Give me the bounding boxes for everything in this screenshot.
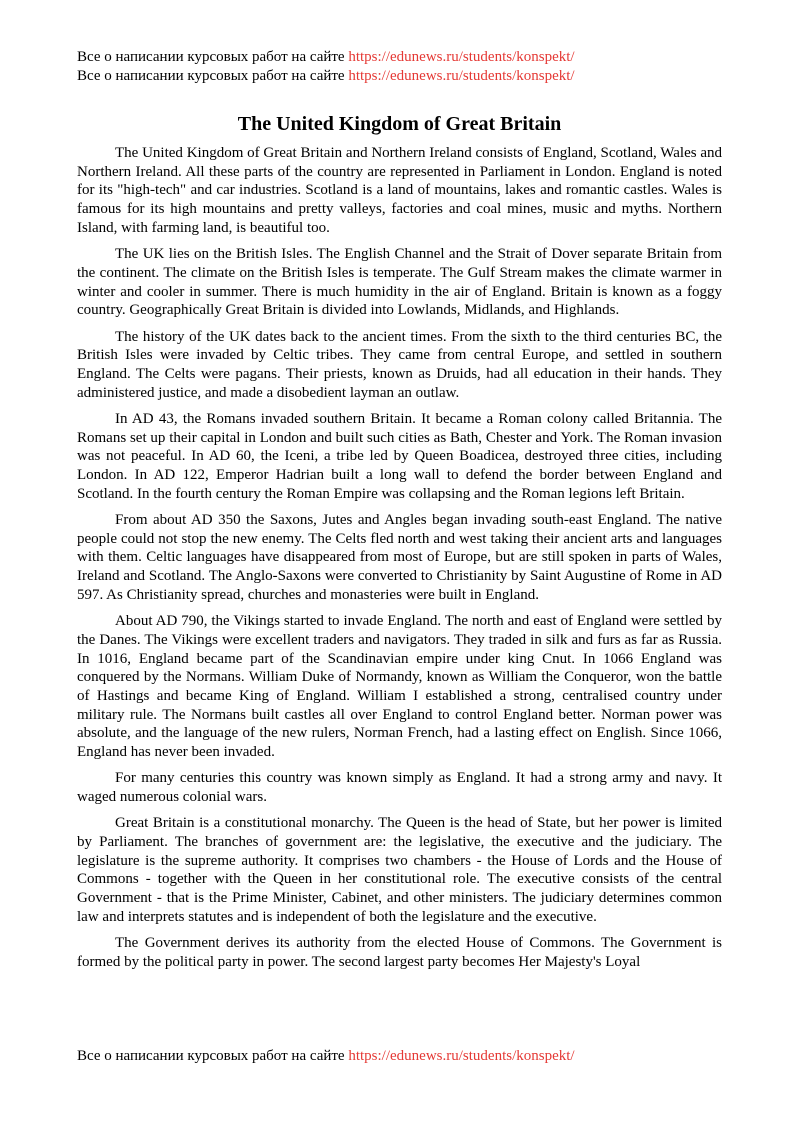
paragraph: The Government derives its authority from the elected House of Commons. The Government is formed by the political party in power. The second largest party becomes Her Majesty's Loyal — [77, 935, 722, 970]
paragraph: Great Britain is a constitutional monarchy. The Queen is the head of State, but her power is limited by Parliament. The branches of government are: the legislative, the executive and the judiciary. The legislature is the supreme authority. It comprises two chambers - the House of Lords and the House of Commons - together with the Queen in her constitutional role. The executive consists of the central Government - that is the Prime Minister, Cabinet, and other ministers. The judiciary determines common law and interprets statutes and is independent of both the legislature and the executive. — [77, 815, 722, 925]
paragraph: About AD 790, the Vikings started to invade England. The north and east of England were settled by the Danes. The Vikings were excellent traders and navigators. They traded in silk and furs as far as Russia. In 1016, England became part of the Scandinavian empire under king Cnut. In 1066 England was conquered by the Normans. William Duke of Normandy, known as William the Conqueror, won the battle of Hastings and became King of England. William I established a strong, centralised country under military rule. The Normans built castles all over England to control England better. Norman power was absolute, and the language of the new rulers, Norman French, had a lasting effect on English. Since 1066, England has never been invaded. — [77, 613, 722, 761]
header-line — [77, 67, 575, 86]
page-footer — [77, 1047, 575, 1066]
header-link[interactable]: https://edunews.ru/students/konspekt/ — [348, 49, 575, 65]
document-title: The United Kingdom of Great Britain — [237, 113, 562, 135]
document-body — [77, 144, 722, 979]
footer-link[interactable]: https://edunews.ru/students/konspekt/ — [348, 1048, 575, 1064]
header-text: Все о написании курсовых работ на сайте — [77, 67, 349, 84]
paragraph: The United Kingdom of Great Britain and Northern Ireland consists of England, Scotland, Wales and Northern Ireland. All these parts of the country are represented in Parliament in London. England is noted for its "high-tech" and car industries. Scotland is a land of mountains, lakes and romantic castles. Wales is famous for its high mountains and pretty valleys, factories and coal mines, music and myths. Northern Island, with farming land, is beautiful too. — [77, 145, 722, 236]
page-header — [77, 48, 575, 85]
header-link[interactable]: https://edunews.ru/students/konspekt/ — [348, 67, 575, 84]
paragraph: The history of the UK dates back to the ancient times. From the sixth to the third centuries BC, the British Isles were invaded by Celtic tribes. They came from central Europe, and settled in southern England. The Celts were pagans. Their priests, known as Druids, had all education in their hands. They administered justice, and made a disobedient layman an outlaw. — [77, 328, 722, 401]
paragraph: For many centuries this country was known simply as England. It had a strong army and navy. It waged numerous colonial wars. — [77, 770, 722, 806]
paragraph: From about AD 350 the Saxons, Jutes and Angles began invading south-east England. The native people could not stop the new enemy. The Celts fled north and west taking their ancient arts and languages with them. Celtic languages have disappeared from most of Europe, but are still spoken in parts of Wales, Ireland and Scotland. The Anglo-Saxons were converted to Christianity by Saint Augustine of Rome in AD 597. As Christianity spread, churches and monasteries were built in England. — [77, 512, 722, 603]
paragraph: The UK lies on the British Isles. The English Channel and the Strait of Dover separate Britain from the continent. The climate on the British Isles is temperate. The Gulf Stream makes the climate warmer in winter and cooler in summer. There is much humidity in the air of England. Britain is known as a foggy country. Geographically Great Britain is divided into Lowlands, Midlands, and Highlands. — [77, 246, 722, 319]
paragraph: In AD 43, the Romans invaded southern Britain. It became a Roman colony called Britannia. The Romans set up their capital in London and built such cities as Bath, Chester and York. The Roman invasion was not peaceful. In AD 60, the Iceni, a tribe led by Queen Boadicea, destroyed three cities, including London. In AD 122, Emperor Hadrian built a long wall to defend the border between England and Scotland. In the fourth century the Roman Empire was collapsing and the Roman legions left Britain. — [77, 410, 722, 502]
header-text: Все о написании курсовых работ на сайте — [77, 49, 349, 65]
footer-text: Все о написании курсовых работ на сайте — [77, 1048, 349, 1064]
header-line — [77, 48, 575, 67]
